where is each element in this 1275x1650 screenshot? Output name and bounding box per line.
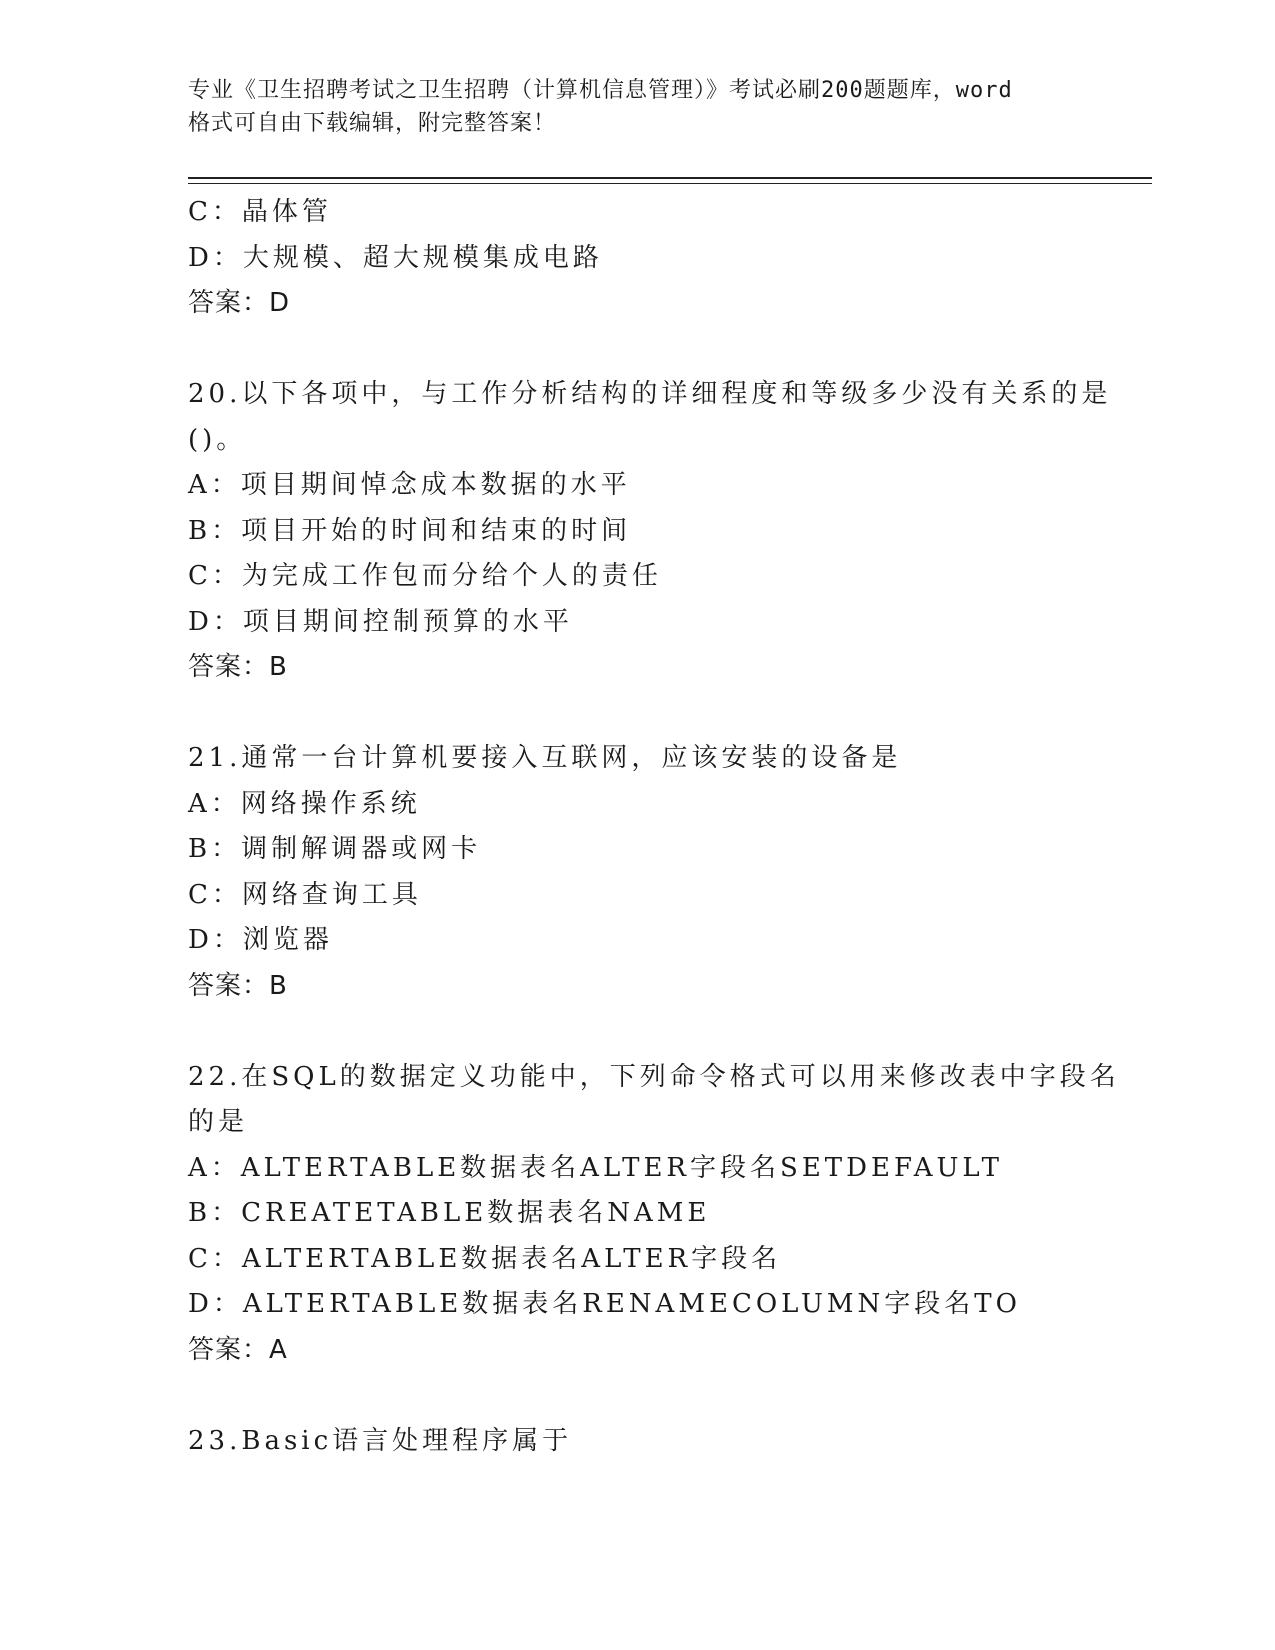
option-c: C：网络查询工具: [188, 879, 422, 910]
question-stem: 23.Basic语言处理程序属于: [188, 1425, 573, 1456]
question-stem-continued: ()。: [188, 424, 247, 455]
question-21: [188, 736, 1088, 1009]
option-d: D：浏览器: [188, 925, 333, 955]
option-c: C：晶体管: [188, 197, 332, 227]
option-b: B：调制解调器或网卡: [188, 834, 482, 864]
answer: 答案：B: [188, 652, 288, 682]
spacer: [188, 1373, 1088, 1419]
option-a: A：网络操作系统: [188, 788, 421, 819]
option-a: A：ALTERTABLE数据表名ALTER字段名SETDEFAULT: [188, 1152, 1003, 1183]
option-b: B：CREATETABLE数据表名NAME: [188, 1198, 711, 1228]
spacer: [188, 327, 1088, 373]
answer: 答案：D: [188, 288, 291, 318]
question-20: [188, 372, 1112, 691]
document-header: [188, 74, 1088, 140]
spacer: [188, 1009, 1088, 1055]
question-stem: 21.通常一台计算机要接入互联网，应该安装的设备是: [188, 743, 902, 773]
question-22: [188, 1055, 1120, 1374]
header-line-1: 专业《卫生招聘考试之卫生招聘（计算机信息管理）》考试必刷200题题库，word: [188, 78, 1013, 103]
option-c: C：为完成工作包而分给个人的责任: [188, 561, 662, 591]
header-divider-top: [188, 177, 1152, 179]
header-line-2: 格式可自由下载编辑，附完整答案！: [188, 111, 557, 136]
question-23: [188, 1419, 1088, 1465]
question-stem-continued: 的是: [188, 1107, 249, 1137]
answer: 答案：B: [188, 970, 288, 1001]
option-b: B：项目开始的时间和结束的时间: [188, 515, 632, 546]
question-stem: 22.在SQL的数据定义功能中，下列命令格式可以用来修改表中字段名: [188, 1061, 1120, 1092]
question-stem: 20.以下各项中，与工作分析结构的详细程度和等级多少没有关系的是: [188, 379, 1112, 409]
spacer: [188, 691, 1088, 737]
header-divider-bottom: [188, 183, 1152, 184]
option-a: A：项目期间悼念成本数据的水平: [188, 470, 631, 500]
option-d: D：ALTERTABLE数据表名RENAMECOLUMN字段名TO: [188, 1289, 1021, 1319]
option-d: D：项目期间控制预算的水平: [188, 606, 573, 637]
answer: 答案：A: [188, 1334, 288, 1365]
option-d: D：大规模、超大规模集成电路: [188, 242, 603, 273]
question-list: [188, 190, 1120, 1464]
option-c: C：ALTERTABLE数据表名ALTER字段名: [188, 1243, 782, 1274]
